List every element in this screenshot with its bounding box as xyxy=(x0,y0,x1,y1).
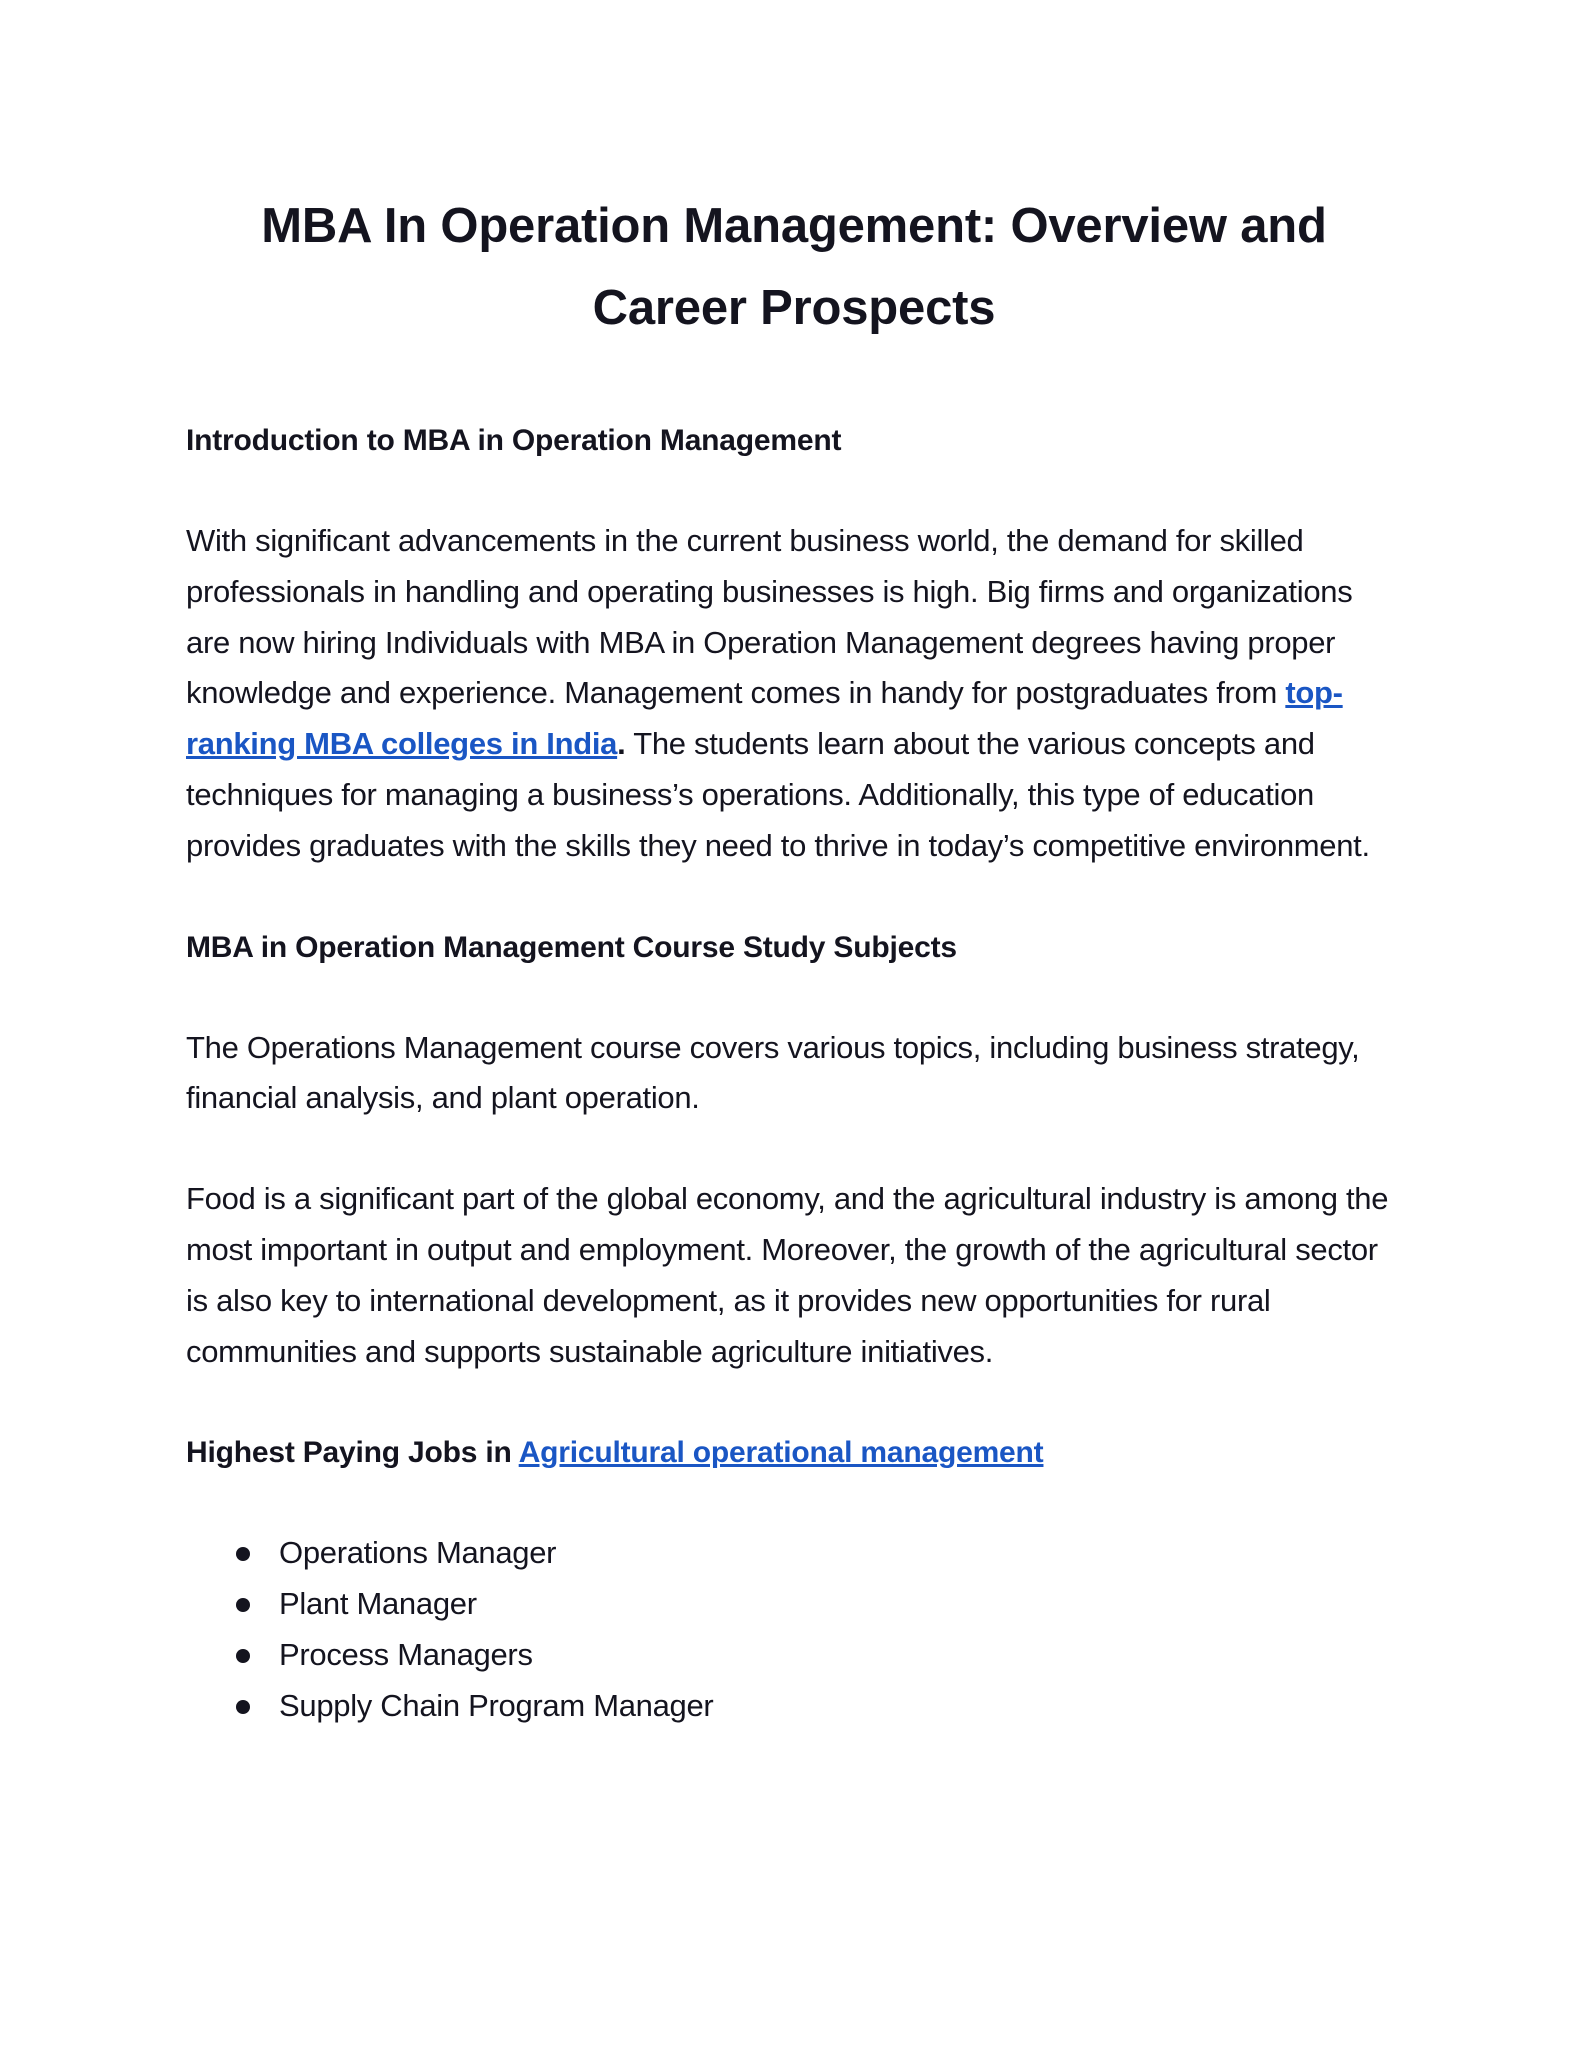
page-title: MBA In Operation Management: Overview and Career Prospects xyxy=(261,199,1327,335)
intro-link-period: . xyxy=(617,726,626,762)
bullet-icon xyxy=(236,1547,250,1561)
spacer xyxy=(186,466,1402,516)
jobs-heading xyxy=(186,1427,1402,1478)
subjects-paragraph-1: The Operations Management course covers various topics, including business strategy, financial analysis, and plant operation. xyxy=(186,1029,1360,1116)
job-title: Supply Chain Program Manager xyxy=(279,1687,714,1723)
jobs-heading-prefix: Highest Paying Jobs in xyxy=(186,1436,519,1470)
list-item xyxy=(186,1579,1402,1630)
spacer xyxy=(186,349,1402,415)
job-title: Plant Manager xyxy=(279,1586,477,1622)
mba-colleges-link[interactable]: top-ranking MBA colleges in India xyxy=(186,675,1343,762)
subjects-heading: MBA in Operation Management Course Study Subjects xyxy=(186,930,957,964)
spacer xyxy=(186,1377,1402,1427)
jobs-list xyxy=(186,1528,1402,1731)
list-item xyxy=(186,1630,1402,1681)
spacer xyxy=(186,872,1402,922)
intro-paragraph xyxy=(186,516,1402,872)
spacer xyxy=(186,973,1402,1023)
bullet-icon xyxy=(236,1598,250,1612)
job-title: Operations Manager xyxy=(279,1535,557,1571)
spacer xyxy=(186,1478,1402,1528)
intro-heading: Introduction to MBA in Operation Management xyxy=(186,424,842,457)
bullet-icon xyxy=(236,1649,250,1663)
list-item xyxy=(186,1528,1402,1579)
bullet-icon xyxy=(236,1700,250,1714)
intro-text-before-link: With significant advancements in the current business world, the demand for skilled professionals in handling and operating businesses is high. Big firms and organizations are now hiring Individuals with MBA in Operation Management degrees having proper knowledge and experience. Management comes in handy for postgraduates from xyxy=(186,523,1353,711)
spacer xyxy=(186,1124,1402,1174)
subjects-paragraph-2: Food is a significant part of the global economy, and the agricultural industry is among the most important in output and employment. Moreover, the growth of the agricultural sector is also key to international development, as it provides new opportunities for rural communities and supports sustainable agriculture initiatives. xyxy=(186,1181,1389,1369)
agricultural-management-link[interactable]: Agricultural operational management xyxy=(518,1436,1044,1470)
job-title: Process Managers xyxy=(279,1636,533,1672)
intro-text-after-link: The students learn about the various concepts and techniques for managing a business’s operations. Additionally, this type of education provides graduates with the skills they need to thrive in today’s competitive environment. xyxy=(186,726,1370,863)
list-item xyxy=(186,1681,1402,1732)
document-page xyxy=(186,185,1402,1732)
